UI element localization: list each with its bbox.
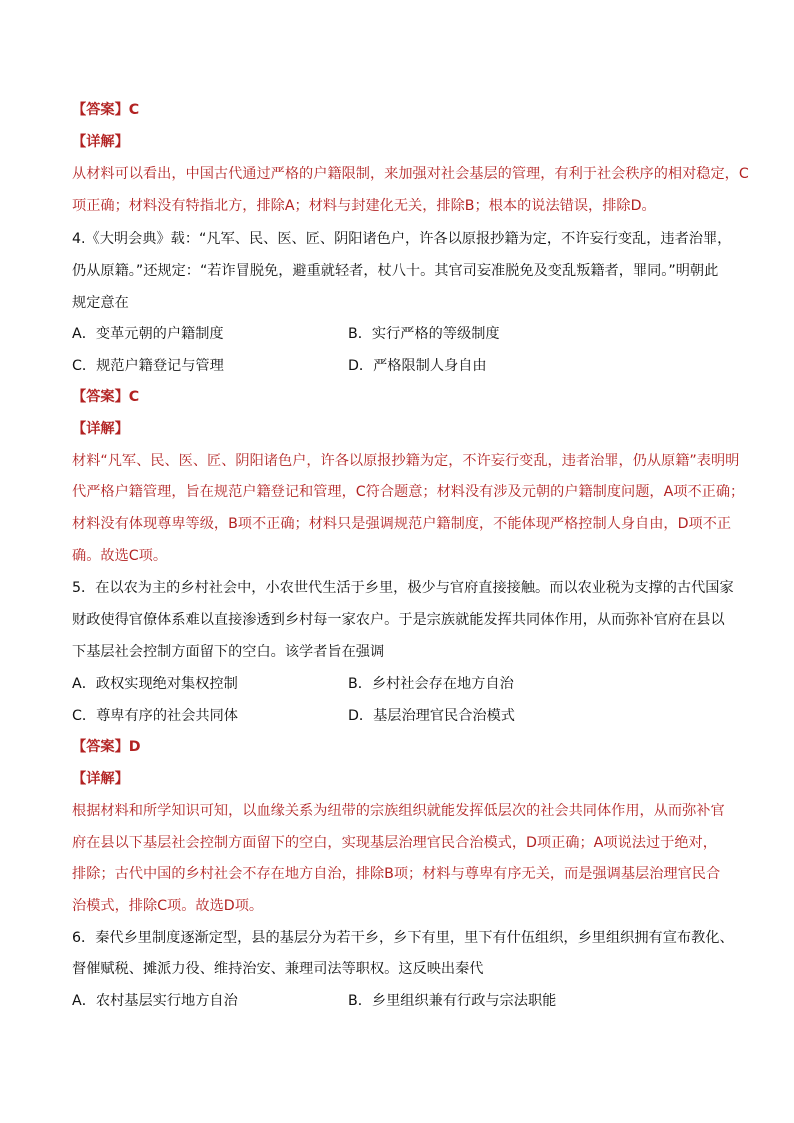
q4-option-b: B．实行严格的等级制度 [348, 326, 500, 342]
q6-option-b: B．乡里组织兼有行政与宗法职能 [348, 993, 557, 1009]
q3-detail-line: 项正确；材料没有特指北方，排除A；材料与封建化无关，排除B；根本的说法错误，排除D。 [72, 198, 656, 214]
q5-option-c: C．尊卑有序的社会共同体 [72, 708, 238, 724]
q5-option-a: A．政权实现绝对集权控制 [72, 676, 238, 692]
q4-option-a: A．变革元朝的户籍制度 [72, 326, 224, 342]
q5-detail-line: 根据材料和所学知识可知，以血缘关系为纽带的宗族组织就能发挥低层次的社会共同体作用，从而弥补官 [72, 803, 725, 819]
q5-stem-line: 财政使得官僚体系难以直接渗透到乡村每一家农户。于是宗族就能发挥共同体作用，从而弥补官府在县以 [72, 612, 725, 628]
q5-option-d: D．基层治理官民合治模式 [348, 708, 515, 724]
q4-detail-line: 材料“凡军、民、医、匠、阴阳诸色户，许各以原报抄籍为定，不许妄行变乱，违者治罪，仍从原籍”表明明 [72, 453, 740, 469]
q4-stem-line: 4.《大明会典》载：“凡军、民、医、匠、阴阳诸色户，许各以原报抄籍为定，不许妄行变乱，违者治罪， [72, 231, 732, 247]
q4-answer: 【答案】C [72, 389, 140, 405]
q5-option-b: B．乡村社会存在地方自治 [348, 676, 514, 692]
q5-detail-heading: 【详解】 [72, 771, 129, 787]
q6-stem-line: 督催赋税、摊派力役、维持治安、兼理司法等职权。这反映出秦代 [72, 961, 484, 977]
q4-stem-line: 仍从原籍。”还规定：“若诈冒脱免，避重就轻者，杖八十。其官司妄准脱免及变乱叛籍者，罪同。”明朝此 [72, 263, 719, 279]
q5-detail-line: 府在县以下基层社会控制方面留下的空白，实现基层治理官民合治模式，D项正确；A项说法过于绝对， [72, 835, 717, 851]
q6-option-a: A．农村基层实行地方自治 [72, 993, 238, 1009]
q5-detail-line: 治模式，排除C项。故选D项。 [72, 898, 264, 914]
q4-detail-heading: 【详解】 [72, 421, 129, 437]
q4-option-c: C．规范户籍登记与管理 [72, 358, 224, 374]
q6-stem-line: 6．秦代乡里制度逐渐定型，县的基层分为若干乡，乡下有里，里下有什伍组织，乡里组织拥有宣布教化、 [72, 930, 734, 946]
q5-stem-line: 5．在以农为主的乡村社会中，小农世代生活于乡里，极少与官府直接接触。而以农业税为支撑的古代国家 [72, 580, 734, 596]
q5-stem-line: 下基层社会控制方面留下的空白。该学者旨在强调 [72, 644, 385, 660]
q4-option-d: D．严格限制人身自由 [348, 358, 487, 374]
q4-detail-line: 材料没有体现尊卑等级，B项不正确；材料只是强调规范户籍制度，不能体现严格控制人身自由，D项不正 [72, 516, 732, 532]
q4-stem-line: 规定意在 [72, 295, 129, 311]
q3-detail-heading: 【详解】 [72, 134, 129, 150]
q4-detail-line: 确。故选C项。 [72, 548, 168, 564]
q4-detail-line: 代严格户籍管理，旨在规范户籍登记和管理，C符合题意；材料没有涉及元朝的户籍制度问题，A项不正确； [72, 484, 745, 500]
q3-detail-line: 从材料可以看出，中国古代通过严格的户籍限制，来加强对社会基层的管理，有利于社会秩序的相对稳定，C [72, 166, 749, 182]
q3-answer: 【答案】C [72, 102, 140, 118]
q5-answer: 【答案】D [72, 739, 141, 755]
q5-detail-line: 排除；古代中国的乡村社会不存在地方自治，排除B项；材料与尊卑有序无关，而是强调基层治理官民合 [72, 866, 721, 882]
